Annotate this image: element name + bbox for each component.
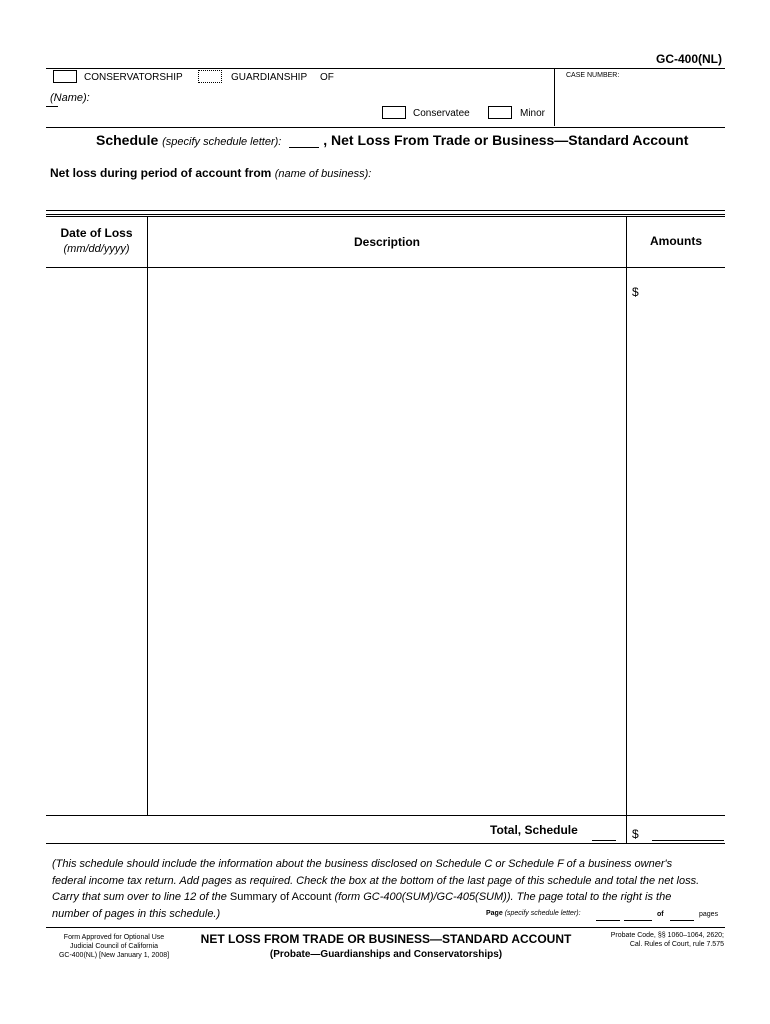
page-number-field[interactable] <box>624 910 652 921</box>
note-line-3 <box>52 889 722 906</box>
case-number-field[interactable] <box>560 82 720 122</box>
schedule-word: Schedule <box>96 132 159 148</box>
case-number-divider <box>554 68 555 126</box>
footer-council: Judicial Council of California <box>70 943 158 950</box>
page-of-label: of <box>657 911 664 918</box>
page-counter <box>486 910 581 917</box>
net-loss-period-line <box>50 166 371 180</box>
form-id: GC-400(NL) <box>656 52 723 66</box>
footer-probate-code: Probate Code, §§ 1060–1064, 2620; <box>610 932 724 939</box>
total-pages-field[interactable] <box>670 910 694 921</box>
total-schedule-label: Total, Schedule <box>490 823 578 837</box>
amounts-header: Amounts <box>650 234 702 248</box>
footer-approval: Form Approved for Optional Use <box>63 934 165 941</box>
table-top-rule <box>46 210 725 215</box>
name-label: (Name): <box>50 92 90 104</box>
date-of-loss-header: Date of Loss <box>60 226 133 240</box>
page-label: Page <box>486 910 503 917</box>
total-dollar-sign: $ <box>632 827 639 841</box>
description-cell[interactable] <box>148 268 626 815</box>
footer-right <box>586 931 724 949</box>
schedule-letter-hint: (specify schedule letter): <box>162 136 282 148</box>
note-line-1: (This schedule should include the information about the business disclosed on Schedule C or Schedule F of a business owner's <box>52 858 673 870</box>
conservatee-label: Conservatee <box>413 108 470 119</box>
note-line-3-c: (form GC-400(SUM)/GC-405(SUM)). The page total to the right is the <box>331 891 672 903</box>
schedule-title <box>96 132 688 148</box>
note-line-3-a: Carry that sum over to line 12 of the <box>52 891 230 903</box>
footer-title: NET LOSS FROM TRADE OR BUSINESS—STANDARD ACCOUNT <box>200 932 572 946</box>
footer-rules-of-court: Cal. Rules of Court, rule 7.575 <box>629 941 724 948</box>
period-label: Net loss during period of account from <box>50 166 272 180</box>
date-of-loss-cell[interactable] <box>46 268 147 815</box>
minor-label: Minor <box>520 108 546 119</box>
minor-checkbox[interactable] <box>488 106 512 119</box>
total-amount-field[interactable] <box>652 826 724 841</box>
footer-left <box>46 933 182 960</box>
guardianship-checkbox[interactable] <box>198 70 222 83</box>
note-line-2: federal income tax return. Add pages as required. Check the box at the bottom of the last page of this schedule and total the net loss. <box>52 874 700 887</box>
conservatee-checkbox[interactable] <box>382 106 406 119</box>
total-schedule-letter-field[interactable] <box>592 826 616 841</box>
table-body-bottom <box>46 815 725 816</box>
note-line-4: number of pages in this schedule.) <box>52 907 221 920</box>
description-header: Description <box>353 235 420 249</box>
page-specify-hint: (specify schedule letter): <box>504 910 581 917</box>
footer-subtitle: (Probate—Guardianships and Conservatorships) <box>269 949 503 960</box>
schedule-letter-field[interactable] <box>289 133 319 148</box>
business-name-field[interactable] <box>390 166 720 182</box>
conservatorship-label: CONSERVATORSHIP <box>84 72 183 83</box>
page-letter-field[interactable] <box>596 910 620 921</box>
footer-rule <box>46 927 725 928</box>
guardianship-label: GUARDIANSHIP <box>231 72 308 83</box>
summary-of-account-ref: Summary of Account <box>229 891 332 903</box>
footer-form-revision: GC-400(NL) [New January 1, 2008] <box>58 952 170 959</box>
date-format-hint: (mm/dd/yyyy) <box>63 243 130 255</box>
amounts-cell[interactable] <box>644 268 724 815</box>
name-field[interactable] <box>46 106 58 107</box>
amount-dollar-sign: $ <box>632 285 639 299</box>
instruction-note <box>52 856 722 922</box>
schedule-title-rest: , Net Loss From Trade or Business—Standard Account <box>323 132 689 148</box>
total-row-bottom <box>46 843 725 844</box>
of-label: OF <box>320 72 334 83</box>
business-name-hint: (name of business): <box>274 168 372 180</box>
conservatorship-checkbox[interactable] <box>53 70 77 83</box>
footer-title-block <box>186 932 586 960</box>
case-number-label: CASE NUMBER: <box>566 72 620 79</box>
pages-label: pages <box>699 911 719 918</box>
amounts-column-divider <box>626 216 627 843</box>
